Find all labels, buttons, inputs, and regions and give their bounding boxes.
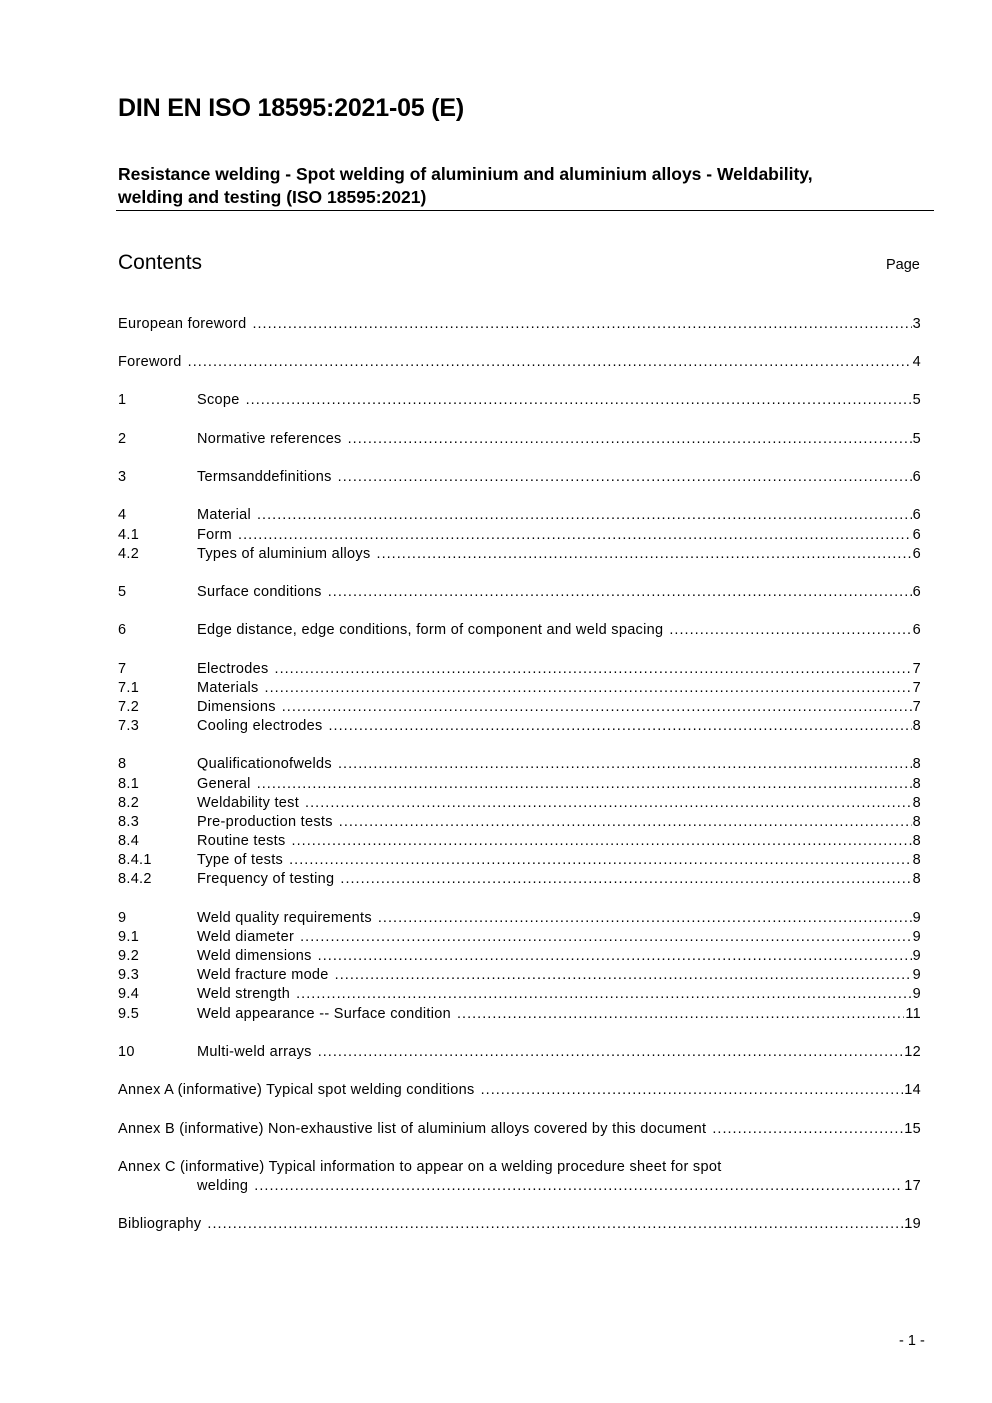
toc-page: 8 [912, 833, 921, 849]
toc-entry-foreword[interactable] [118, 353, 921, 372]
toc-page: 5 [912, 392, 921, 408]
toc-title: Scope [197, 392, 240, 408]
toc-leader [254, 1177, 903, 1196]
toc-title: Materials [197, 680, 259, 696]
toc-leader [282, 698, 912, 717]
toc-number: 2 [118, 431, 127, 447]
toc-entry-8-4-1[interactable] [118, 851, 921, 870]
toc-entry-4[interactable] [118, 506, 921, 525]
toc-number: 9.3 [118, 967, 140, 983]
toc-entry-3[interactable] [118, 468, 921, 487]
toc-leader [378, 909, 912, 928]
toc-leader [246, 391, 912, 410]
toc-entry-9-1[interactable] [118, 928, 921, 947]
toc-title: Qualificationofwelds [197, 756, 332, 772]
toc-page: 12 [904, 1044, 921, 1060]
toc-page: 9 [912, 967, 921, 983]
toc-number: 7.3 [118, 718, 140, 734]
toc-leader [481, 1081, 904, 1100]
toc-page: 14 [904, 1082, 921, 1098]
toc-number: 6 [118, 622, 127, 638]
toc-number: 9.2 [118, 948, 140, 964]
page-number: - 1 - [899, 1333, 925, 1349]
toc-page: 7 [912, 680, 921, 696]
toc-entry-7-2[interactable] [118, 698, 921, 717]
toc-number: 8.4 [118, 833, 140, 849]
toc-page: 9 [912, 929, 921, 945]
toc-leader [296, 985, 912, 1004]
toc-page: 8 [912, 756, 921, 772]
toc-number: 8.4.2 [118, 871, 152, 887]
doc-subtitle [118, 163, 933, 209]
toc-leader [188, 353, 912, 372]
toc-title: Multi-weld arrays [197, 1044, 312, 1060]
toc-entry-annex-a[interactable] [118, 1081, 921, 1100]
toc-title: Weld quality requirements [197, 910, 372, 926]
toc-title: Weld dimensions [197, 948, 312, 964]
toc-number: 7 [118, 661, 127, 677]
toc-page: 8 [912, 795, 921, 811]
toc-title: Electrodes [197, 661, 269, 677]
toc-leader [305, 794, 912, 813]
toc-leader [252, 315, 911, 334]
toc-leader [328, 583, 912, 602]
toc-number: 4 [118, 507, 127, 523]
toc-entry-9-2[interactable] [118, 947, 921, 966]
toc-number: 8.4.1 [118, 852, 152, 868]
toc-title: Annex A (informative) Typical spot welding conditions [118, 1082, 475, 1098]
toc-leader [292, 832, 912, 851]
toc-title: Annex B (informative) Non-exhaustive list of aluminium alloys covered by this document [118, 1121, 707, 1137]
toc-page: 3 [912, 316, 921, 332]
toc-page: 8 [912, 776, 921, 792]
toc-entry-european-foreword[interactable] [118, 315, 921, 334]
title-rule [116, 210, 934, 211]
toc-number: 4.2 [118, 546, 140, 562]
toc-entry-4-2[interactable] [118, 545, 921, 564]
toc-leader [338, 468, 912, 487]
toc-title: Dimensions [197, 699, 276, 715]
toc-leader [257, 775, 912, 794]
toc-page: 8 [912, 718, 921, 734]
toc-entry-7[interactable] [118, 660, 921, 679]
toc-title: Weld fracture mode [197, 967, 329, 983]
toc-page: 4 [912, 354, 921, 370]
subtitle-line-2: welding and testing (ISO 18595:2021) [118, 187, 427, 207]
toc-number: 1 [118, 392, 127, 408]
toc-title: welding [197, 1178, 249, 1194]
toc-leader [265, 679, 912, 698]
toc-number: 8.3 [118, 814, 140, 830]
toc-title: Weld strength [197, 986, 291, 1002]
toc-leader [289, 851, 912, 870]
toc-entry-8-3[interactable] [118, 813, 921, 832]
toc-page: 6 [912, 469, 921, 485]
toc-title: Types of aluminium alloys [197, 546, 371, 562]
toc-entry-7-3[interactable] [118, 717, 921, 736]
toc-page: 6 [912, 507, 921, 523]
toc-leader [275, 660, 912, 679]
toc-title: Normative references [197, 431, 342, 447]
toc-title: Frequency of testing [197, 871, 335, 887]
toc-page: 6 [912, 622, 921, 638]
toc-leader [257, 506, 912, 525]
toc-entry-8[interactable] [118, 755, 921, 774]
toc-number: 8.2 [118, 795, 140, 811]
toc-entry-9-4[interactable] [118, 985, 921, 1004]
toc-number: 3 [118, 469, 127, 485]
toc-title: Weldability test [197, 795, 300, 811]
toc-entry-6[interactable] [118, 621, 921, 640]
toc-leader [712, 1120, 903, 1139]
toc-leader [377, 545, 912, 564]
toc-title: European foreword [118, 316, 247, 332]
toc-leader [238, 526, 912, 545]
toc-number: 8 [118, 756, 127, 772]
toc-title: General [197, 776, 251, 792]
toc-title: Cooling electrodes [197, 718, 323, 734]
toc-entry-8-2[interactable] [118, 794, 921, 813]
toc-leader [335, 966, 912, 985]
toc-entry-9-5[interactable] [118, 1005, 921, 1024]
toc-entry-8-4-2[interactable] [118, 870, 921, 889]
toc-page: 6 [912, 546, 921, 562]
toc-title: Type of tests [197, 852, 284, 868]
toc-page: 8 [912, 852, 921, 868]
toc-entry-4-1[interactable] [118, 526, 921, 545]
contents-heading: Contents [118, 251, 203, 274]
subtitle-line-1: Resistance welding - Spot welding of aluminium and aluminium alloys - Weldability, [118, 164, 813, 184]
toc-page: 17 [904, 1178, 921, 1194]
toc-number: 7.1 [118, 680, 140, 696]
toc-leader [329, 717, 912, 736]
toc-entry-9-3[interactable] [118, 966, 921, 985]
toc-page: 6 [912, 527, 921, 543]
toc-title: Bibliography [118, 1216, 202, 1232]
toc-leader [318, 1043, 904, 1062]
toc-entry-1[interactable] [118, 391, 921, 410]
toc-leader [348, 430, 912, 449]
toc-page: 8 [912, 814, 921, 830]
toc-entry-8-4[interactable] [118, 832, 921, 851]
toc-title: Material [197, 507, 251, 523]
toc-leader [207, 1215, 903, 1234]
toc-number: 9 [118, 910, 127, 926]
toc-entry-5[interactable] [118, 583, 921, 602]
toc-entry-8-1[interactable] [118, 775, 921, 794]
toc-title: Edge distance, edge conditions, form of component and weld spacing [197, 622, 664, 638]
toc-page: 15 [904, 1121, 921, 1137]
toc-title: Form [197, 527, 233, 543]
toc-title: Surface conditions [197, 584, 322, 600]
toc-title: Foreword [118, 354, 182, 370]
toc-leader [457, 1005, 904, 1024]
toc-leader [338, 755, 912, 774]
toc-entry-bibliography[interactable] [118, 1215, 921, 1234]
toc-number: 8.1 [118, 776, 140, 792]
toc-number: 5 [118, 584, 127, 600]
toc-page: 7 [912, 699, 921, 715]
toc-title: Weld diameter [197, 929, 295, 945]
toc-number: 9.1 [118, 929, 140, 945]
toc-number: 9.5 [118, 1006, 140, 1022]
toc-title: Routine tests [197, 833, 286, 849]
toc-entry-annex-c[interactable] [118, 1177, 921, 1196]
toc-page: 11 [905, 1006, 921, 1022]
toc-title: Weld appearance -- Surface condition [197, 1006, 451, 1022]
toc-number: 4.1 [118, 527, 140, 543]
toc-page: 9 [912, 910, 921, 926]
toc-leader [339, 813, 912, 832]
toc-entry-7-1[interactable] [118, 679, 921, 698]
toc-number: 7.2 [118, 699, 140, 715]
toc-page: 7 [912, 661, 921, 677]
toc-page: 19 [904, 1216, 921, 1232]
toc-page: 9 [912, 986, 921, 1002]
toc-entry-9[interactable] [118, 909, 921, 928]
toc-entry-2[interactable] [118, 430, 921, 449]
toc-title: Termsanddefinitions [197, 469, 332, 485]
toc-leader [340, 870, 911, 889]
toc-page: 5 [912, 431, 921, 447]
toc-title: Pre-production tests [197, 814, 333, 830]
toc-page: 8 [912, 871, 921, 887]
toc-entry-10[interactable] [118, 1043, 921, 1062]
toc-page: 9 [912, 948, 921, 964]
toc-number: 9.4 [118, 986, 140, 1002]
toc-leader [318, 947, 912, 966]
toc-entry-annex-c-line-1[interactable]: Annex C (informative) Typical information to appear on a welding procedure sheet for spot [118, 1159, 722, 1175]
toc-number: 10 [118, 1044, 135, 1060]
toc-leader [300, 928, 912, 947]
toc-leader [669, 621, 911, 640]
doc-title: DIN EN ISO 18595:2021-05 (E) [118, 94, 464, 122]
toc-entry-annex-b[interactable] [118, 1120, 921, 1139]
page-column-label: Page [886, 257, 920, 273]
toc-page: 6 [912, 584, 921, 600]
